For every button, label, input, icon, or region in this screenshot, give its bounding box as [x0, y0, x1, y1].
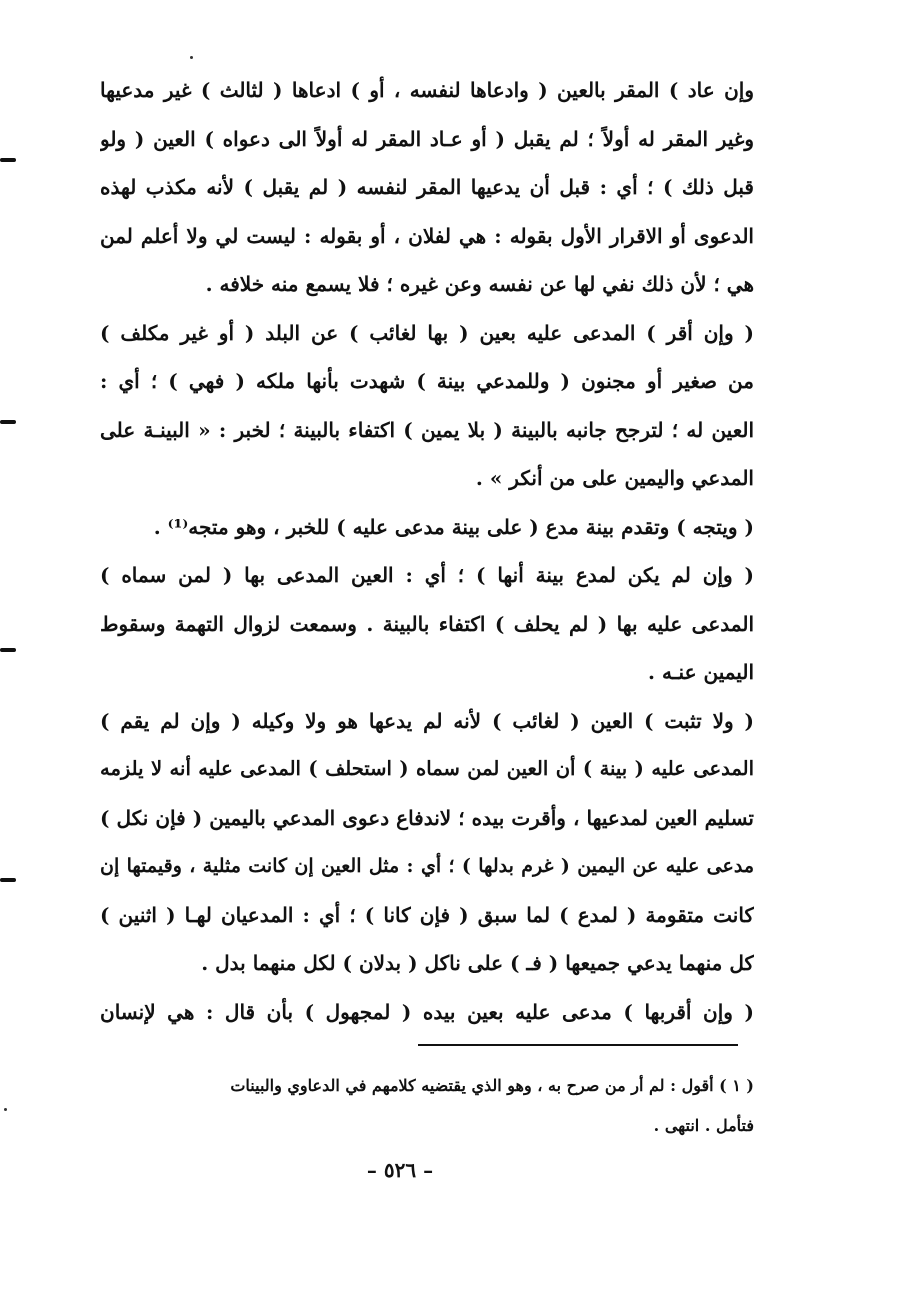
- text-line: ( وإن لم يكن لمدع بينة أنها ) ؛ أي : العين المدعى بها ( لمن سماه ): [100, 563, 754, 587]
- scan-edge-mark: [0, 648, 16, 652]
- footnote-block: [100, 1066, 754, 1146]
- scan-edge-mark: [0, 420, 16, 424]
- scan-edge-mark: [0, 158, 16, 162]
- text-line: قبل ذلك ) ؛ أي : قبل أن يدعيها المقر لنفسه ( لم يقبل ) لأنه مكذب لهذه: [100, 175, 754, 199]
- scan-speck: [4, 1108, 7, 1111]
- text-line: وإن عاد ) المقر بالعين ( وادعاها لنفسه ، أو ) ادعاها ( لثالث ) غير مدعيها: [100, 78, 754, 102]
- text-line: كانت متقومة ( لمدع ) لما سبق ( فإن كانا ) ؛ أي : المدعيان لهـا ( اثنين ): [100, 902, 754, 927]
- text-line: المدعى عليه ( بينة ) أن العين لمن سماه ( استحلف ) المدعى عليه أنه لا يلزمه: [100, 757, 754, 780]
- text-line: ( وإن أقربها ) مدعى عليه بعين بيده ( لمجهول ) بأن قال : هي لإنسان: [100, 999, 754, 1024]
- text-line: العين له ؛ لترجح جانبه بالبينة ( بلا يمين ) اكتفاء بالبينة ؛ لخبر : « البينـة على: [100, 417, 754, 442]
- text-line: ( ويتجه ) وتقدم بينة مدع ( على بينة مدعى عليه ) للخبر ، وهو متجه⁽¹⁾ .: [153, 514, 754, 539]
- text-line: المدعى عليه بها ( لم يحلف ) اكتفاء بالبينة . وسمعت لزوال التهمة وسقوط: [100, 611, 754, 636]
- footnote-line: ( ١ ) أقول : لم أر من صرح به ، وهو الذي يقتضيه كلامهم في الدعاوي والبينات: [230, 1076, 754, 1095]
- text-line: الدعوى أو الاقرار الأول بقوله : هي لفلان ، أو بقوله : ليست لي ولا أعلم لمن: [100, 223, 754, 248]
- text-line: من صغير أو مجنون ( وللمدعي بينة ) شهدت بأنها ملكه ( فهي ) ؛ أي :: [100, 369, 754, 393]
- scan-speck: [190, 56, 193, 59]
- text-line: اليمين عنـه .: [648, 660, 754, 684]
- footnote-separator: [418, 1044, 738, 1046]
- text-line: تسليم العين لمدعيها ، وأقرت بيده ؛ لاندفاع دعوى المدعي باليمين ( فإن نكل ): [100, 805, 754, 830]
- text-line: ( وإن أقر ) المدعى عليه بعين ( بها لغائب ) عن البلد ( أو غير مكلف ): [100, 320, 754, 345]
- text-line: مدعى عليه عن اليمين ( غرم بدلها ) ؛ أي : مثل العين إن كانت مثلية ، وقيمتها إن: [100, 855, 754, 877]
- text-line: هي ؛ لأن ذلك نفي لها عن نفسه وعن غيره ؛ فلا يسمع منه خلافه .: [205, 272, 754, 296]
- text-line: المدعي واليمين على من أنكر » .: [475, 466, 754, 490]
- text-line: وغير المقر له أولاً ؛ لم يقبل ( أو عـاد المقر له أولاً الى دعواه ) العين ( ولو: [100, 126, 754, 151]
- text-line: ( ولا تثبت ) العين ( لغائب ) لأنه لم يدعها هو ولا وكيله ( وإن لم يقم ): [100, 708, 754, 733]
- scan-edge-mark: [0, 878, 16, 882]
- footnote-line: فتأمل . انتهى .: [653, 1116, 754, 1135]
- page-number: – ٥٢٦ –: [366, 1158, 434, 1182]
- main-text-block: [100, 66, 754, 1036]
- text-line: كل منهما يدعي جميعها ( فـ ) على ناكل ( بدلان ) لكل منهما بدل .: [201, 951, 754, 975]
